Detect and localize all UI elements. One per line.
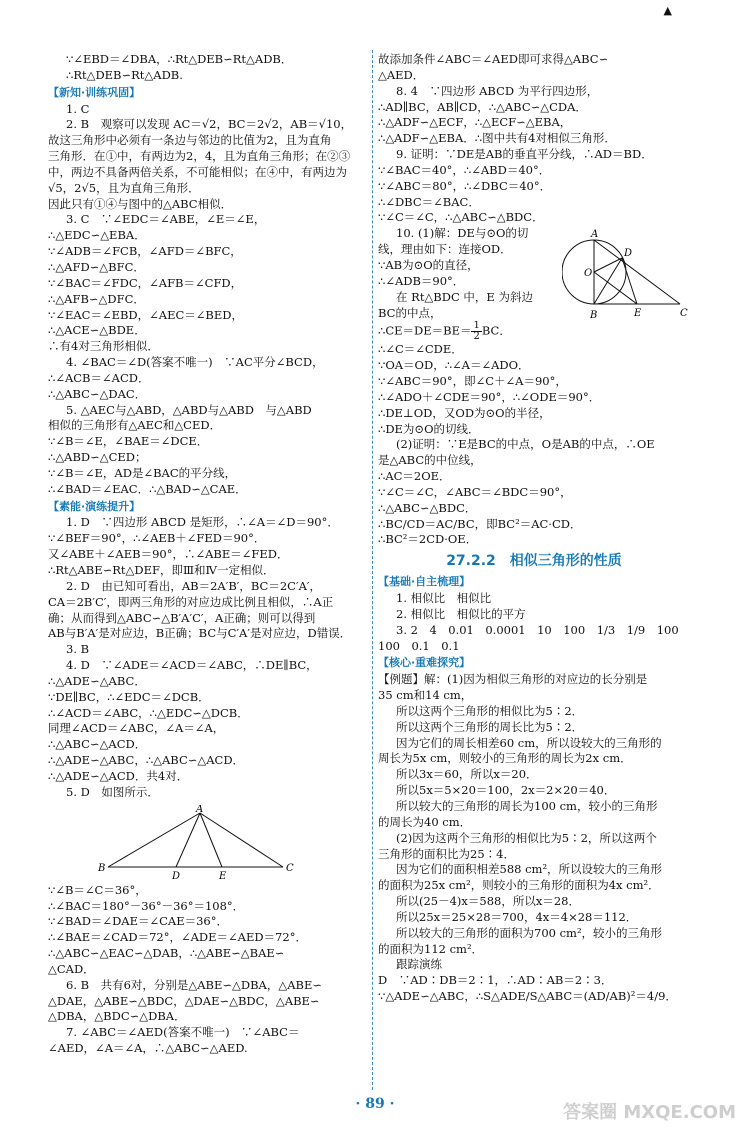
question-10-block (378, 226, 690, 321)
text-line: 所以3x＝60，所以x＝20． (396, 767, 538, 782)
text-line: 的面积为112 cm²． (378, 941, 484, 956)
text-line: ∵∠C＝∠C，∴△ABC∽△BDC． (378, 210, 544, 225)
text-line: BC的中点， (378, 305, 442, 320)
section-heading-core: 【核心·重难探究】 (378, 656, 471, 670)
text-line: ∵∠EAC＝∠EBD，∠AEC＝∠BED， (48, 307, 243, 322)
text-line: 因为它们的面积相差588 cm²，所以设较大的三角形 (396, 862, 663, 877)
text-line: (2)因为这两个三角形的相似比为5∶2，所以这两个 (396, 830, 657, 845)
answers-block-7 (378, 672, 690, 1005)
figure-label-b: B (98, 862, 106, 874)
text-line: △AED． (378, 67, 425, 82)
figure-line (200, 813, 222, 867)
text-line: 所以5x＝5×20＝100，2x＝2×20＝40． (396, 783, 616, 798)
text-line: ∵∠ADB＝∠FCB，∠AFD＝∠BFC， (48, 244, 242, 259)
text-line: ∴△ADE∽△ACD．共4对． (48, 768, 189, 783)
answers-block-3 (48, 883, 364, 1057)
text-line: ∵∠BAD＝∠DAE＝∠CAE＝36°． (48, 914, 229, 929)
text-line: 故添加条件∠ABC＝∠AED即可求得△ABC∽ (378, 52, 609, 66)
section-heading-basics: 【基础·自主梳理】 (378, 575, 471, 589)
page-number: · 89 · (355, 1096, 395, 1112)
text-line: ∴Rt△DEB∽Rt△ADB. (66, 67, 183, 82)
text-line: 因为它们的周长相差60 cm，所以设较大的三角形的 (396, 735, 662, 750)
text-line: ∴△ADF∽△EBA．∴图中共有4对相似三角形． (378, 131, 616, 146)
text-line: 35 cm和14 cm， (378, 688, 473, 703)
text-line: 所以这两个三角形的相似比为5∶2． (396, 703, 584, 718)
figure-label-c: C (680, 308, 688, 320)
text-line: CA＝2B′C′，即两三角形的对应边成比例且相似，∴A正 (48, 594, 334, 609)
text-line: ∵∠B＝∠C＝36°， (48, 882, 147, 897)
figure-label-e: E (634, 308, 642, 320)
figure-label-e: E (219, 870, 227, 879)
text-line: ∴△ABC∽△DAC． (48, 386, 147, 401)
text-line: AB与B′A′是对应边，B正确；BC与C′A′是对应边，D错误． (48, 626, 352, 641)
text-line: 1. 相似比 相似比 (396, 591, 492, 605)
text-line: ∴AC＝2OE． (378, 469, 451, 484)
text-line: 3. 2 4 0.01 0.0001 10 100 1/3 1/9 100 (396, 622, 679, 637)
figure-label-c: C (286, 862, 294, 874)
text-line: △CAD． (48, 961, 95, 976)
text-line: ∵AB为⊙O的直径， (378, 257, 479, 272)
text-line: ∴△ADE∽△ABC，∴△ABC∽△ACD． (48, 753, 245, 768)
text-line: ∴△EDC∽△EBA． (48, 228, 146, 243)
text-line: ∴∠BAC＝180°－36°－36°＝108°． (48, 898, 245, 913)
text-line: 线，理由如下：连接OD． (378, 242, 512, 257)
text-line: 三角形的面积比为25∶4． (378, 846, 515, 861)
text-line: 9. 证明：∵DE是AB的垂直平分线，∴AD＝BD． (396, 147, 653, 162)
figure-label-a: A (196, 804, 204, 815)
text-line: ∴△AFB∽△DFC． (48, 291, 145, 306)
triangle-figure (98, 805, 298, 879)
text-line: ∵∠ABC＝80°，∴∠DBC＝40°． (378, 178, 552, 193)
text-line: 的面积为25x cm²，则较小的三角形的面积为4x cm²． (378, 878, 660, 893)
equation-text: BC． (481, 323, 511, 338)
text-line: ∴DE⊥OD，又OD为⊙O的半径， (378, 405, 551, 420)
text-line: 是△ABC的中位线， (378, 453, 482, 468)
text-line: ∴△AFD∽△BFC． (48, 259, 145, 274)
fraction-one-half: $\frac{1}{2}$ (473, 321, 480, 343)
text-line: 因此只有①④与图中的△ABC相似． (48, 196, 233, 211)
text-line: ∴∠DBC＝∠BAC． (378, 194, 480, 209)
text-line: 所以(25－4)x＝588，所以x＝28． (396, 894, 580, 909)
text-line: ∴∠BAD＝∠EAC．∴△BAD∽△CAE． (48, 481, 247, 496)
section-heading-new-knowledge: 【新知·训练巩固】 (48, 85, 141, 99)
text-line: ∠AED，∠A＝∠A，∴△ABC∽△AED. (48, 1041, 248, 1056)
text-line: 又∠ABE＋∠AEB＝90°，∴∠ABE＝∠FED． (48, 547, 289, 562)
figure-label-o: O (584, 268, 593, 280)
figure-label-b: B (590, 310, 598, 322)
text-line: 的周长为40 cm． (378, 814, 472, 829)
text-line: ∴△ABC∽△BDC． (378, 500, 477, 515)
text-line: ∴∠BAE＝∠CAD＝72°，∠ADE＝∠AED＝72°． (48, 930, 307, 945)
site-watermark: 答案圈 MXQE.COM (563, 1102, 736, 1123)
text-line: ∴△ABC∽△EAC∽△DAB，∴△ABE∽△BAE∽ (48, 946, 285, 961)
text-line: ∴DE为⊙O的切线． (378, 421, 480, 436)
figure-line (108, 813, 200, 867)
equation-text: ∴CE＝DE＝BE＝ (378, 323, 472, 338)
text-line: 所以较大的三角形的面积为700 cm²，较小的三角形 (396, 925, 663, 940)
text-line: ∴∠ACD＝∠ABC，∴△EDC∽△DCB． (48, 705, 249, 720)
text-line: ∴△ACE∽△BDE． (48, 323, 146, 338)
text-line: 1. D ∵四边形 ABCD 是矩形，∴∠A＝∠D＝90°． (66, 515, 339, 530)
text-line: ∵∠C＝∠C，∠ABC＝∠BDC＝90°， (378, 484, 572, 499)
text-line: ∴BC/CD＝AC/BC，即BC²＝AC·CD． (378, 516, 582, 531)
figure-label-a: A (591, 229, 599, 241)
text-line: ∴BC²＝2CD·OE． (378, 532, 478, 547)
text-line: 周长为5x cm，则较小的三角形的周长为2x cm． (378, 751, 632, 766)
answers-block-5 (378, 342, 690, 548)
text-line: 中，两边不具备两倍关系，不可能相似；在④中，有两边为 (48, 164, 347, 179)
text-line: ∵∠B＝∠E，∠BAE＝∠DCE． (48, 434, 209, 449)
text-line: ∵∠BAC＝∠FDC，∠AFB＝∠CFD， (48, 275, 243, 290)
text-line: ∴∠ADB＝90°． (378, 273, 465, 288)
text-line: 确；从而得到△ABC∽△B′A′C′，A正确；则可以得到 (48, 610, 316, 625)
text-line: 5. D 如图所示． (66, 784, 159, 799)
text-line: 三角形．在①中，有两边为2，4，且为直角三角形；在②③ (48, 149, 351, 164)
figure-label-d: D (172, 870, 181, 879)
text-line: ∴Rt△ABE∽Rt△DEF，即Ⅲ和Ⅳ一定相似． (48, 563, 275, 577)
text-line: ∴有4对三角形相似． (48, 339, 159, 354)
text-line: 10. (1)解：DE与⊙O的切 (396, 226, 529, 241)
text-line: 同理∠ACD＝∠ABC，∠A＝∠A， (48, 721, 225, 736)
text-line: 2. D 由已知可看出，AB＝2A′B′，BC＝2C′A′， (66, 578, 322, 593)
text-line: 所以25x＝25×28＝700，4x＝4×28＝112． (396, 909, 638, 924)
figure-line (594, 272, 637, 304)
text-line: D ∵AD∶DB＝2∶1，∴AD∶AB＝2∶3． (378, 973, 613, 988)
section-heading-skill-improve: 【素能·演练提升】 (48, 499, 141, 513)
text-line: 跟踪演练 (396, 957, 442, 972)
text-line: 100 0.1 0.1 (378, 638, 460, 653)
text-line: 6. B 共有6对，分别是△ABE∽△DBA，△ABE∽ (66, 977, 322, 992)
text-line: ∴∠ACB＝∠ACD． (48, 370, 150, 385)
text-line: 【例题】解：(1)因为相似三角形的对应边的长分别是 (378, 672, 648, 687)
text-line: 5. △AEC与△ABD，△ABD与△ABD 与△ABD (66, 402, 312, 417)
text-line: ∵DE∥BC，∴∠EDC＝∠DCB． (48, 689, 210, 704)
text-line: △DBA，△BDC∽△DBA． (48, 1009, 186, 1024)
text-line: 8. 4 ∵四边形 ABCD 为平行四边形， (396, 83, 599, 98)
text-line: ∵∠BAC＝40°，∴∠ABD＝40°． (378, 162, 551, 177)
figure-line (176, 813, 200, 867)
figure-label-d: D (624, 248, 633, 260)
text-line: ∴△ABC∽△ACD． (48, 737, 147, 752)
text-line: 7. ∠ABC＝∠AED(答案不唯一) ∵∠ABC＝ (66, 1025, 300, 1040)
text-line: ∴∠ADO＋∠CDE＝90°，∴∠ODE＝90°． (378, 389, 601, 404)
right-column (378, 52, 690, 1005)
text-line: △DAE，△ABE∽△BDC，△DAE∽△BDC，△ABE∽ (48, 993, 320, 1008)
answers-block-4 (378, 52, 690, 226)
text-line: 所以较大的三角形的周长为100 cm，较小的三角形 (396, 798, 658, 813)
text-line: ∵OA＝OD，∴∠A＝∠ADO． (378, 358, 530, 373)
text-line: 4. D ∵∠ADE＝∠ACD＝∠ABC，∴DE∥BC， (66, 658, 318, 673)
corner-triangle-mark: ▲ (663, 4, 672, 17)
text-line: 1. C (66, 101, 90, 116)
circle-tangent-figure (562, 226, 690, 326)
text-line: ∵△ADE∽△ABC，∴S△ADE/S△ABC＝(AD/AB)²＝4/9． (378, 989, 677, 1004)
text-line: ∴∠C＝∠CDE． (378, 342, 463, 357)
column-divider (372, 50, 373, 1090)
text-line: 在 Rt△BDC 中，E 为斜边 (396, 289, 533, 304)
text-line: √5，2√5，且为直角三角形． (48, 180, 200, 195)
text-line: 2. B 观察可以发现 AC＝√2，BC＝2√2，AB＝√10， (66, 117, 353, 132)
answers-block-2 (48, 515, 364, 800)
text-line: 相似的三角形有△AEC和△CED． (48, 418, 222, 433)
answers-block-6 (378, 591, 690, 654)
text-line: ∴△ABD∽△CED； (48, 450, 147, 465)
text-line: ∵∠EBD＝∠DBA，∴Rt△DEB∽Rt△ADB． (66, 52, 293, 66)
text-line: ∴AD∥BC，AB∥CD，∴△ABC∽△CDA． (378, 99, 587, 114)
text-line: 所以这两个三角形的周长比为5∶2． (396, 719, 584, 734)
text-line: 4. ∠BAC＝∠D(答案不唯一) ∵AC平分∠BCD， (66, 355, 324, 370)
figure-line (200, 813, 283, 867)
text-line: ∵∠ABC＝90°，即∠C＋∠A＝90°， (378, 374, 567, 389)
answers-block-1 (48, 102, 364, 498)
text-line: 2. 相似比 相似比的平方 (396, 606, 526, 621)
figure-line (594, 240, 680, 304)
text-line: 3. C ∵∠EDC＝∠ABE，∠E＝∠E， (66, 212, 266, 227)
text-line: 故这三角形中必须有一条边与邻边的比值为2，且为直角 (48, 133, 332, 148)
left-column (48, 52, 364, 1057)
text-line: ∵∠BEF＝90°，∴∠AEB＋∠FED＝90°． (48, 531, 266, 546)
text-line: ∴△ADF∽△ECF，∴△ECF∽△EBA， (378, 115, 572, 130)
text-line: (2)证明：∵E是BC的中点，O是AB的中点，∴OE (396, 437, 655, 452)
text-line: 3. B (66, 642, 90, 657)
section-title: 27.2.2 相似三角形的性质 (446, 553, 622, 570)
text-line: ∵∠B＝∠E，AD是∠BAC的平分线， (48, 465, 237, 480)
text-line: ∴△ADE∽△ABC． (48, 673, 146, 688)
